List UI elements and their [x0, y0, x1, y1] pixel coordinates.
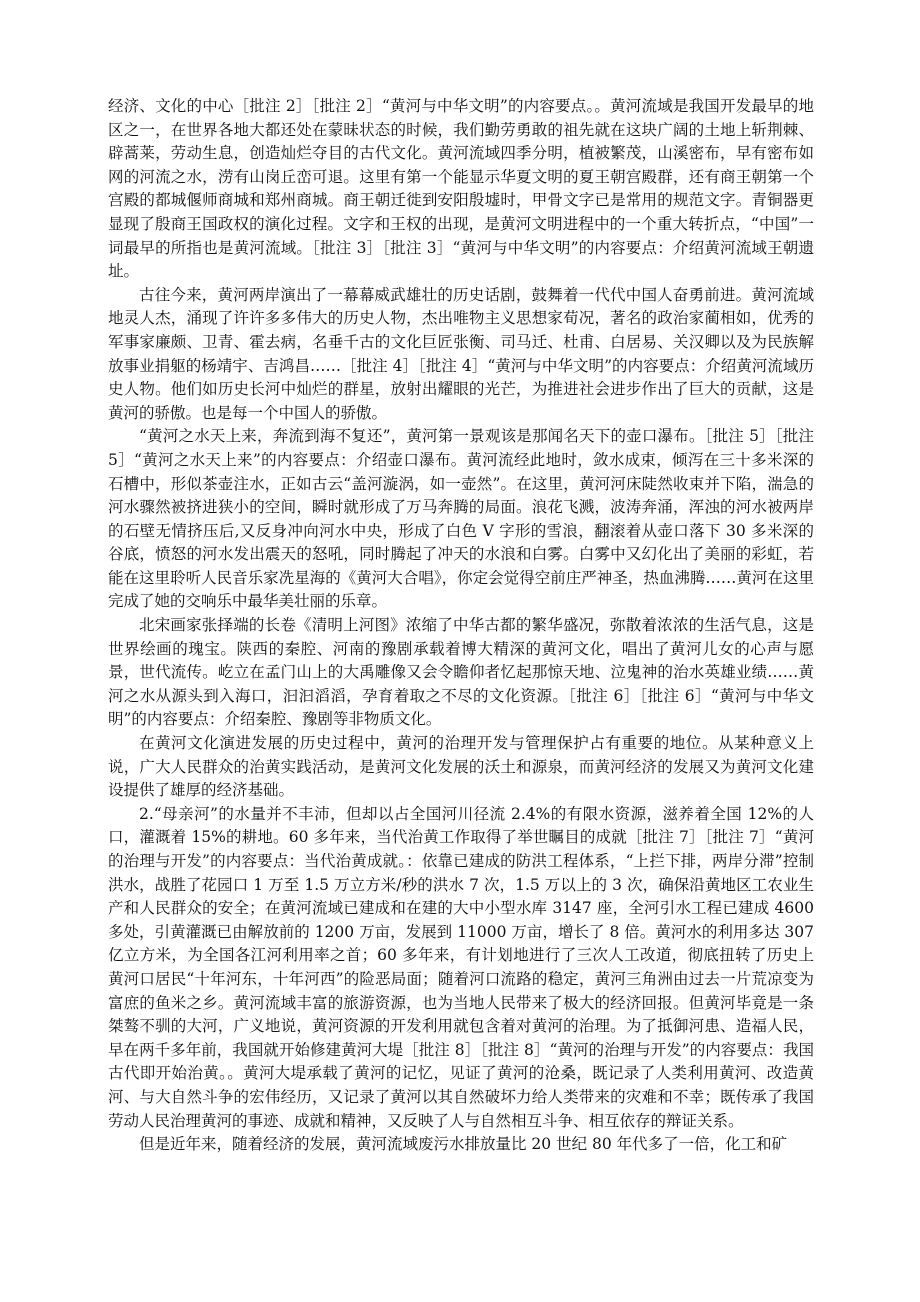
paragraph-pollution-intro: 但是近年来，随着经济的发展，黄河流域废污水排放量比 20 世纪 80 年代多了一倍，化工和矿: [139, 1135, 788, 1154]
paragraph-cultural-heritage: 北宋画家张择端的长卷《清明上河图》浓缩了中华古都的繁华盛况，弥散着浓浓的生活气息，这是世界绘画的瑰宝。陕西的秦腔、河南的豫剧承载着博大精深的黄河文化，唱出了黄河儿女的心声与愿景，世代流传。屹立在孟门山上的大禹雕像又会令瞻仰者忆起那惊天地、泣鬼神的治水英雄业绩……黄河之水从源头到入海口，汩汩滔滔，孕育着取之不尽的文化资源。［批注 6］［批注 6］“黄河与中华文明”的内容要点：介绍秦腔、豫剧等非物质文化。: [108, 616, 814, 729]
paragraph-river-management-role: 在黄河文化演进发展的历史过程中，黄河的治理开发与管理保护占有重要的地位。从某种意义上说，广大人民群众的治黄实践活动，是黄河文化发展的沃土和源泉，而黄河经济的发展又为黄河文化建设提供了雄厚的经济基础。: [108, 734, 814, 800]
paragraph-hukou-waterfall: “黄河之水天上来，奔流到海不复还”，黄河第一景观该是那闻名天下的壶口瀑布。［批注 5］［批注 5］“黄河之水天上来”的内容要点：介绍壶口瀑布。黄河流经此地时，敛水成束，倾泻在三十多米深的石槽中，形似茶壶注水，正如古云“盖河漩涡，如一壶然”。在这里，黄河河床陡然收束并下陷，湍急的河水骤然被挤进狭小的空间，瞬时就形成了万马奔腾的局面。浪花飞溅，波涛奔涌，浑浊的河水被两岸的石壁无情挤压后,又反身冲向河水中央，形成了白色 V 字形的雪浪，翻滚着从壶口落下 30 多米深的谷底，愤怒的河水发出震天的怒吼，同时腾起了冲天的水浪和白雾。白雾中又幻化出了美丽的彩虹，若能在这里聆听人民音乐家冼星海的《黄河大合唱》，你定会觉得空前庄严神圣，热血沸腾……黄河在这里完成了她的交响乐中最华美壮丽的乐章。: [108, 427, 814, 611]
paragraph-mother-river-achievements: 2.“母亲河”的水量并不丰沛，但却以占全国河川径流 2.4%的有限水资源，滋养着全国 12%的人口，灌溉着 15%的耕地。60 多年来，当代治黄工作取得了举世瞩目的成就［批注 7］［批注 7］“黄河的治理与开发”的内容要点：当代治黄成就。：依靠已建成的防洪工程体系，“上拦下排，两岸分滞”控制洪水，战胜了花园口 1 万至 1.5 万立方米/秒的洪水 7 次，1.5 万以上的 3 次，确保沿黄地区工农业生产和人民群众的安全；在黄河流域已建成和在建的大中小型水库 3147 座，全河引水工程已建成 4600 多处，引黄灌溉已由解放前的 1200 万亩，发展到 11000 万亩，增长了 8 倍。黄河水的利用多达 307 亿立方米，为全国各江河利用率之首；60 多年来，有计划地进行了三次人工改道，彻底扭转了历史上黄河口居民“十年河东，十年河西”的险恶局面；随着河口流路的稳定，黄河三角洲由过去一片荒凉变为富庶的鱼米之乡。黄河流域丰富的旅游资源，也为当地人民带来了极大的经济回报。但黄河毕竟是一条桀骜不驯的大河，广义地说，黄河资源的开发利用就包含着对黄河的治理。为了抵御河患、造福人民，早在两千多年前，我国就开始修建黄河大堤［批注 8］［批注 8］“黄河的治理与开发”的内容要点：我国古代即开始治黄。。黄河大堤承载了黄河的记忆，见证了黄河的沧桑，既记录了人类利用黄河、改造黄河、与大自然斗争的宏伟经历，又记录了黄河以其自然破坏力给人类带来的灾难和不幸；既传承了我国劳动人民治理黄河的事迹、成就和精神，又反映了人与自然相互斗争、相互依存的辩证关系。: [108, 804, 814, 1130]
document-body: [108, 95, 814, 1157]
paragraph-yellow-river-civilization-origins: 经济、文化的中心［批注 2］［批注 2］“黄河与中华文明”的内容要点。。黄河流域是我国开发最早的地区之一，在世界各地大都还处在蒙昧状态的时候，我们勤劳勇敢的祖先就在这块广阔的土地上斩荆棘、辟蒿莱，劳动生息，创造灿烂夺目的古代文化。黄河流域四季分明，植被繁茂，山溪密布，早有密布如网的河流之水，涝有山岗丘峦可退。这里有第一个能显示华夏文明的夏王朝宫殿群，还有商王朝第一个宫殿的都城偃师商城和郑州商城。商王朝迁徙到安阳殷墟时，甲骨文字已是常用的规范文字。青铜器更显现了殷商王国政权的演化过程。文字和王权的出现，是黄河文明进程中的一个重大转折点，“中国”一词最早的所指也是黄河流域。［批注 3］［批注 3］“黄河与中华文明”的内容要点：介绍黄河流域王朝遗址。: [108, 97, 814, 281]
paragraph-historical-figures: 古往今来，黄河两岸演出了一幕幕威武雄壮的历史话剧，鼓舞着一代代中国人奋勇前进。黄河流域地灵人杰，涌现了许许多多伟大的历史人物，杰出唯物主义思想家荀况，著名的政治家蔺相如，优秀的军事家廉颇、卫青、霍去病，名垂千古的文化巨匠张衡、司马迁、杜甫、白居易、关汉卿以及为民族解放事业捐躯的杨靖宇、吉鸿昌……［批注 4］［批注 4］“黄河与中华文明”的内容要点：介绍黄河流域历史人物。他们如历史长河中灿烂的群星，放射出耀眼的光芒，为推进社会进步作出了巨大的贡献，这是黄河的骄傲。也是每一个中国人的骄傲。: [108, 285, 814, 422]
